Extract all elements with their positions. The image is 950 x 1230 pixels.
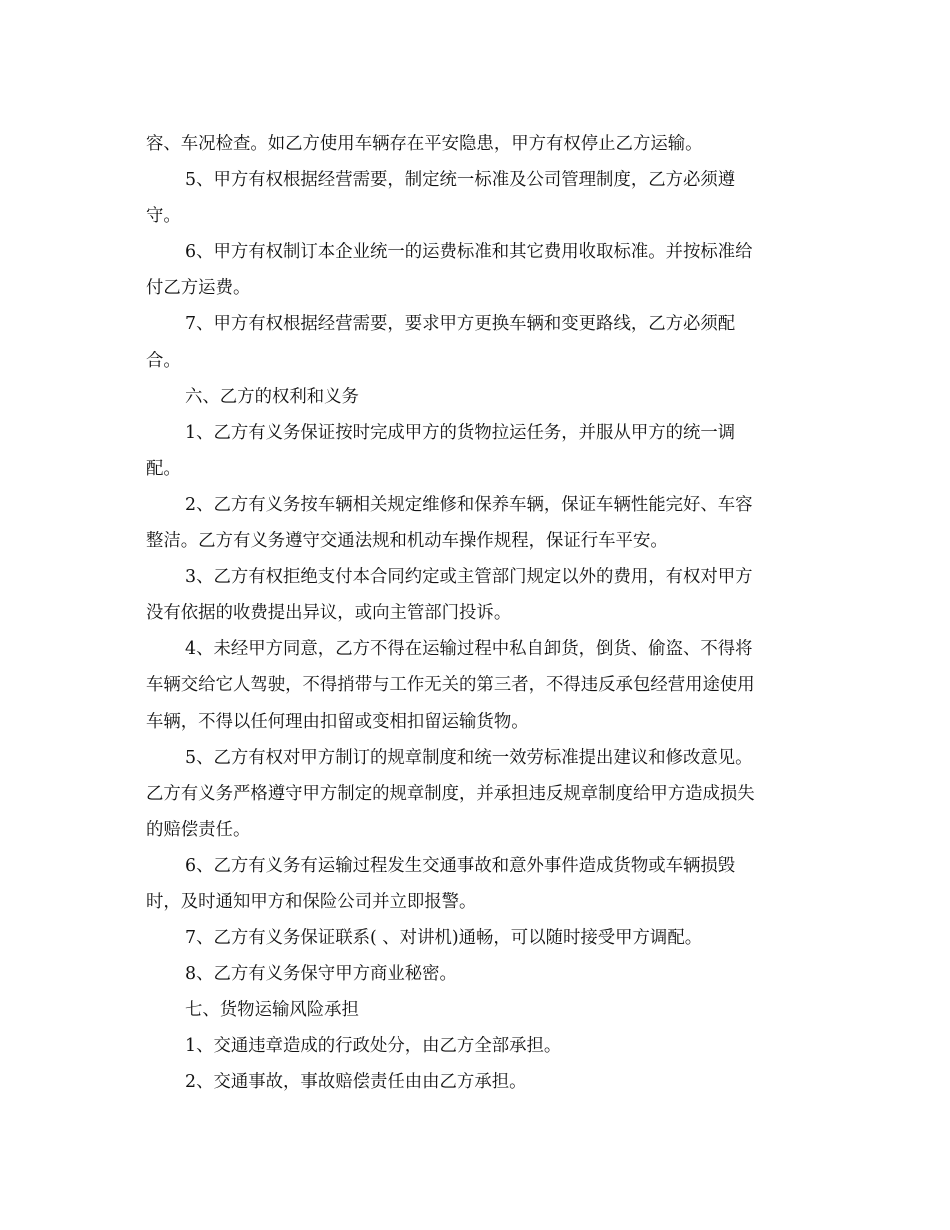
text-line: 守。 xyxy=(146,206,181,227)
text-line: 7、乙方有义务保证联系( 、对讲机)通畅，可以随时接受甲方调配。 xyxy=(185,928,703,949)
text-line: 4、未经甲方同意，乙方不得在运输过程中私自卸货，倒货、偷盗、不得将 xyxy=(185,639,753,660)
text-line: 车辆，不得以任何理由扣留或变相扣留运输货物。 xyxy=(146,711,529,732)
text-line: 容、车况检查。如乙方使用车辆存在平安隐患，甲方有权停止乙方运输。 xyxy=(146,134,703,154)
text-line: 5、甲方有权根据经营需要，制定统一标准及公司管理制度，乙方必须遵 xyxy=(185,170,736,191)
text-line: 2、乙方有义务按车辆相关规定维修和保养车辆，保证车辆性能完好、车容 xyxy=(185,494,753,515)
text-line: 车辆交给它人驾驶，不得捎带与工作无关的第三者，不得违反承包经营用途使用 xyxy=(146,675,755,696)
section-heading: 七、货物运输风险承担 xyxy=(185,1000,359,1021)
text-line: 1、交通违章造成的行政处分，由乙方全部承担。 xyxy=(185,1036,562,1057)
text-line: 配。 xyxy=(146,458,181,479)
text-line: 合。 xyxy=(146,350,181,371)
text-line: 时，及时通知甲方和保险公司并立即报警。 xyxy=(146,891,477,912)
text-line: 没有依据的收费提出异议，或向主管部门投诉。 xyxy=(146,603,512,624)
text-line: 8、乙方有义务保守甲方商业秘密。 xyxy=(185,964,457,985)
text-line: 整洁。乙方有义务遵守交通法规和机动车操作规程，保证行车平安。 xyxy=(146,531,668,552)
document-body xyxy=(146,126,806,1101)
text-line: 1、乙方有义务保证按时完成甲方的货物拉运任务，并服从甲方的统一调 xyxy=(185,422,736,443)
text-line: 2、交通事故，事故赔偿责任由由乙方承担。 xyxy=(185,1072,527,1093)
text-line: 乙方有义务严格遵守甲方制定的规章制度，并承担违反规章制度给甲方造成损失 xyxy=(146,783,755,804)
text-line: 6、乙方有义务有运输过程发生交通事故和意外事件造成货物或车辆损毁 xyxy=(185,855,736,876)
text-line: 7、甲方有权根据经营需要，要求甲方更换车辆和变更路线，乙方必须配 xyxy=(185,314,736,335)
text-line: 付乙方运费。 xyxy=(146,278,251,299)
text-line: 3、乙方有权拒绝支付本合同约定或主管部门规定以外的费用，有权对甲方 xyxy=(185,567,753,588)
section-heading: 六、乙方的权利和义务 xyxy=(185,386,359,407)
text-line: 6、甲方有权制订本企业统一的运费标准和其它费用收取标准。并按标准给 xyxy=(185,242,753,263)
text-line: 5、乙方有权对甲方制订的规章制度和统一效劳标准提出建议和修改意见。 xyxy=(185,747,753,768)
text-line: 的赔偿责任。 xyxy=(146,819,251,840)
